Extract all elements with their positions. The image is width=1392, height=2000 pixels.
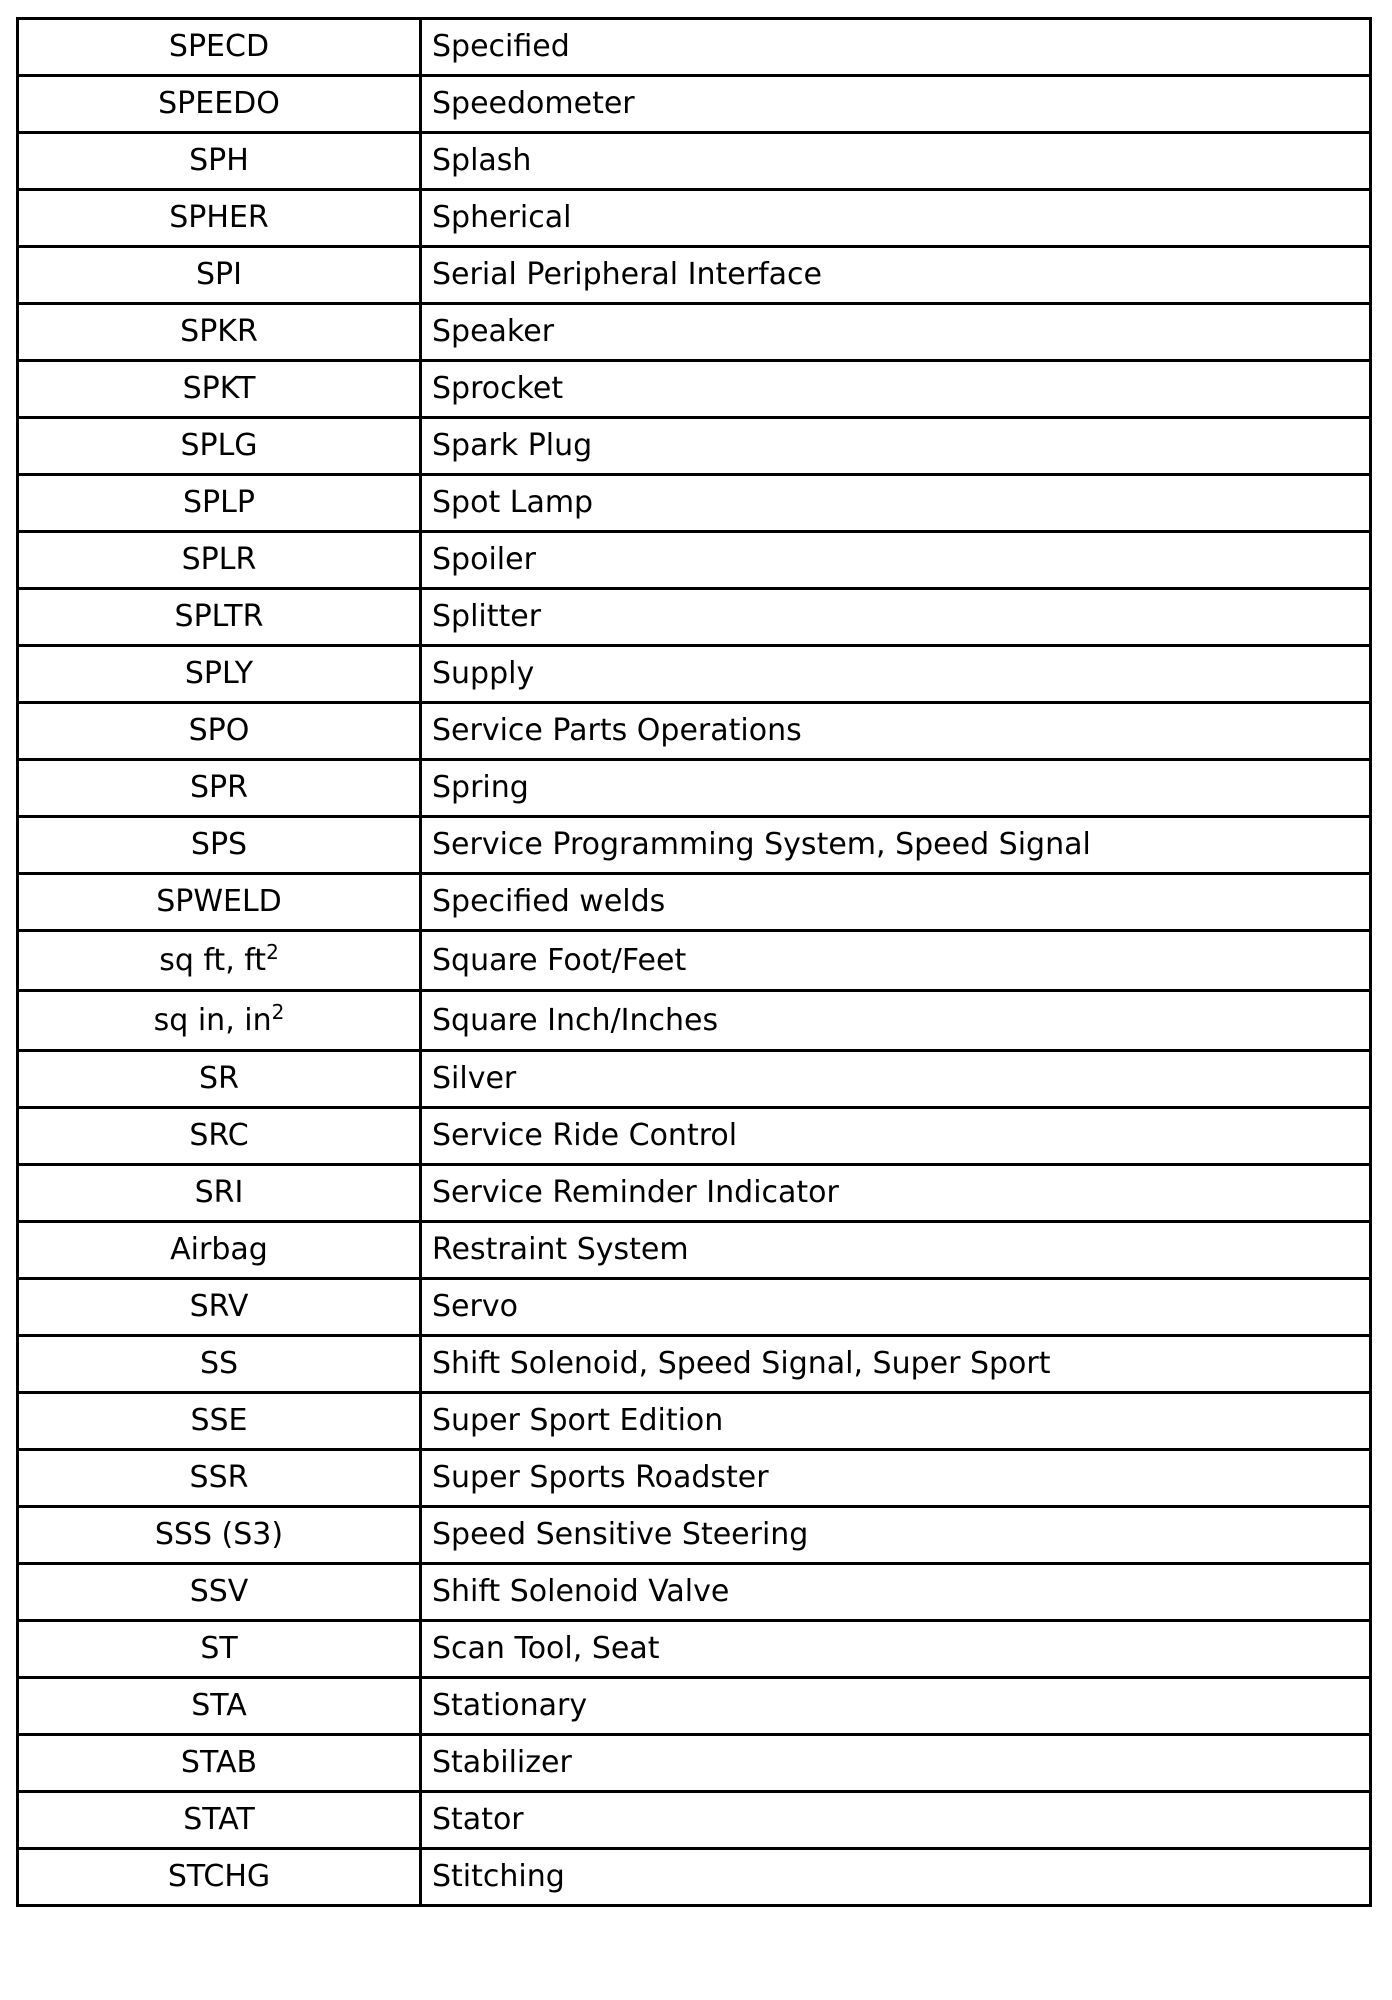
table-row [18, 931, 1371, 991]
meaning-cell: Service Reminder Indicator [421, 1165, 1371, 1222]
table-row [18, 1507, 1371, 1564]
abbreviation-cell: STAT [18, 1792, 421, 1849]
abbreviation-cell: SPS [18, 817, 421, 874]
superscript-text: 2 [266, 939, 279, 964]
abbreviation-cell: SPKR [18, 304, 421, 361]
abbreviation-cell: SPLG [18, 418, 421, 475]
meaning-cell: Splitter [421, 589, 1371, 646]
abbreviation-cell: SPLTR [18, 589, 421, 646]
abbreviation-cell: SRV [18, 1279, 421, 1336]
table-row [18, 1051, 1371, 1108]
meaning-cell: Scan Tool, Seat [421, 1621, 1371, 1678]
abbreviation-cell: SSE [18, 1393, 421, 1450]
meaning-cell: Servo [421, 1279, 1371, 1336]
meaning-cell: Speedometer [421, 76, 1371, 133]
abbreviation-cell: SSV [18, 1564, 421, 1621]
abbreviation-cell: SPKT [18, 361, 421, 418]
table-row [18, 361, 1371, 418]
meaning-cell: Shift Solenoid Valve [421, 1564, 1371, 1621]
meaning-cell: Square Foot/Feet [421, 931, 1371, 991]
abbreviation-cell: STA [18, 1678, 421, 1735]
abbreviation-cell: SPWELD [18, 874, 421, 931]
meaning-cell: Service Parts Operations [421, 703, 1371, 760]
meaning-cell: Shift Solenoid, Speed Signal, Super Sport [421, 1336, 1371, 1393]
meaning-cell: Sprocket [421, 361, 1371, 418]
abbreviation-cell: SPR [18, 760, 421, 817]
abbreviation-cell: SPO [18, 703, 421, 760]
table-row [18, 1621, 1371, 1678]
meaning-cell: Service Ride Control [421, 1108, 1371, 1165]
abbreviation-cell: SR [18, 1051, 421, 1108]
meaning-cell: Spot Lamp [421, 475, 1371, 532]
abbreviation-cell: STCHG [18, 1849, 421, 1906]
meaning-cell: Square Inch/Inches [421, 991, 1371, 1051]
meaning-cell: Stationary [421, 1678, 1371, 1735]
meaning-cell: Restraint System [421, 1222, 1371, 1279]
table-row [18, 1792, 1371, 1849]
meaning-cell: Speed Sensitive Steering [421, 1507, 1371, 1564]
table-row [18, 760, 1371, 817]
table-row [18, 304, 1371, 361]
table-row [18, 1336, 1371, 1393]
meaning-cell: Speaker [421, 304, 1371, 361]
meaning-cell: Super Sports Roadster [421, 1450, 1371, 1507]
abbreviation-cell: SRC [18, 1108, 421, 1165]
table-row [18, 532, 1371, 589]
meaning-cell: Spherical [421, 190, 1371, 247]
table-row [18, 589, 1371, 646]
table-row [18, 703, 1371, 760]
meaning-cell: Super Sport Edition [421, 1393, 1371, 1450]
table-row [18, 1735, 1371, 1792]
abbreviation-text: sq ft, ft [159, 942, 267, 978]
abbreviation-table [16, 17, 1372, 1907]
meaning-cell: Supply [421, 646, 1371, 703]
abbreviation-cell [18, 931, 421, 991]
table-row [18, 418, 1371, 475]
abbreviation-cell: SPLR [18, 532, 421, 589]
meaning-cell: Spoiler [421, 532, 1371, 589]
table-row [18, 19, 1371, 76]
abbreviation-cell: SPECD [18, 19, 421, 76]
abbreviation-table-body [18, 19, 1371, 1906]
abbreviation-cell: ST [18, 1621, 421, 1678]
meaning-cell: Specified [421, 19, 1371, 76]
table-row [18, 1108, 1371, 1165]
meaning-cell: Silver [421, 1051, 1371, 1108]
table-row [18, 1849, 1371, 1906]
table-row [18, 646, 1371, 703]
table-row [18, 1450, 1371, 1507]
table-row [18, 76, 1371, 133]
table-row [18, 874, 1371, 931]
table-row [18, 1279, 1371, 1336]
table-row [18, 1393, 1371, 1450]
meaning-cell: Stabilizer [421, 1735, 1371, 1792]
abbreviation-cell: SSR [18, 1450, 421, 1507]
abbreviation-cell: SSS (S3) [18, 1507, 421, 1564]
meaning-cell: Service Programming System, Speed Signal [421, 817, 1371, 874]
table-row [18, 1165, 1371, 1222]
abbreviation-cell: SS [18, 1336, 421, 1393]
table-row [18, 190, 1371, 247]
abbreviation-cell [18, 991, 421, 1051]
abbreviation-cell: SRI [18, 1165, 421, 1222]
abbreviation-cell: SPHER [18, 190, 421, 247]
meaning-cell: Specified welds [421, 874, 1371, 931]
meaning-cell: Stator [421, 1792, 1371, 1849]
table-row [18, 1678, 1371, 1735]
table-row [18, 133, 1371, 190]
meaning-cell: Serial Peripheral Interface [421, 247, 1371, 304]
abbreviation-cell: SPLY [18, 646, 421, 703]
abbreviation-cell: Airbag [18, 1222, 421, 1279]
meaning-cell: Spark Plug [421, 418, 1371, 475]
superscript-text: 2 [271, 999, 285, 1024]
abbreviation-text: sq in, in [153, 1002, 272, 1038]
abbreviation-cell: SPH [18, 133, 421, 190]
table-row [18, 475, 1371, 532]
abbreviation-cell: STAB [18, 1735, 421, 1792]
abbreviation-cell: SPI [18, 247, 421, 304]
table-row [18, 1222, 1371, 1279]
table-row [18, 247, 1371, 304]
table-row [18, 991, 1371, 1051]
abbreviation-cell: SPLP [18, 475, 421, 532]
table-row [18, 817, 1371, 874]
meaning-cell: Splash [421, 133, 1371, 190]
table-row [18, 1564, 1371, 1621]
meaning-cell: Stitching [421, 1849, 1371, 1906]
meaning-cell: Spring [421, 760, 1371, 817]
abbreviation-cell: SPEEDO [18, 76, 421, 133]
